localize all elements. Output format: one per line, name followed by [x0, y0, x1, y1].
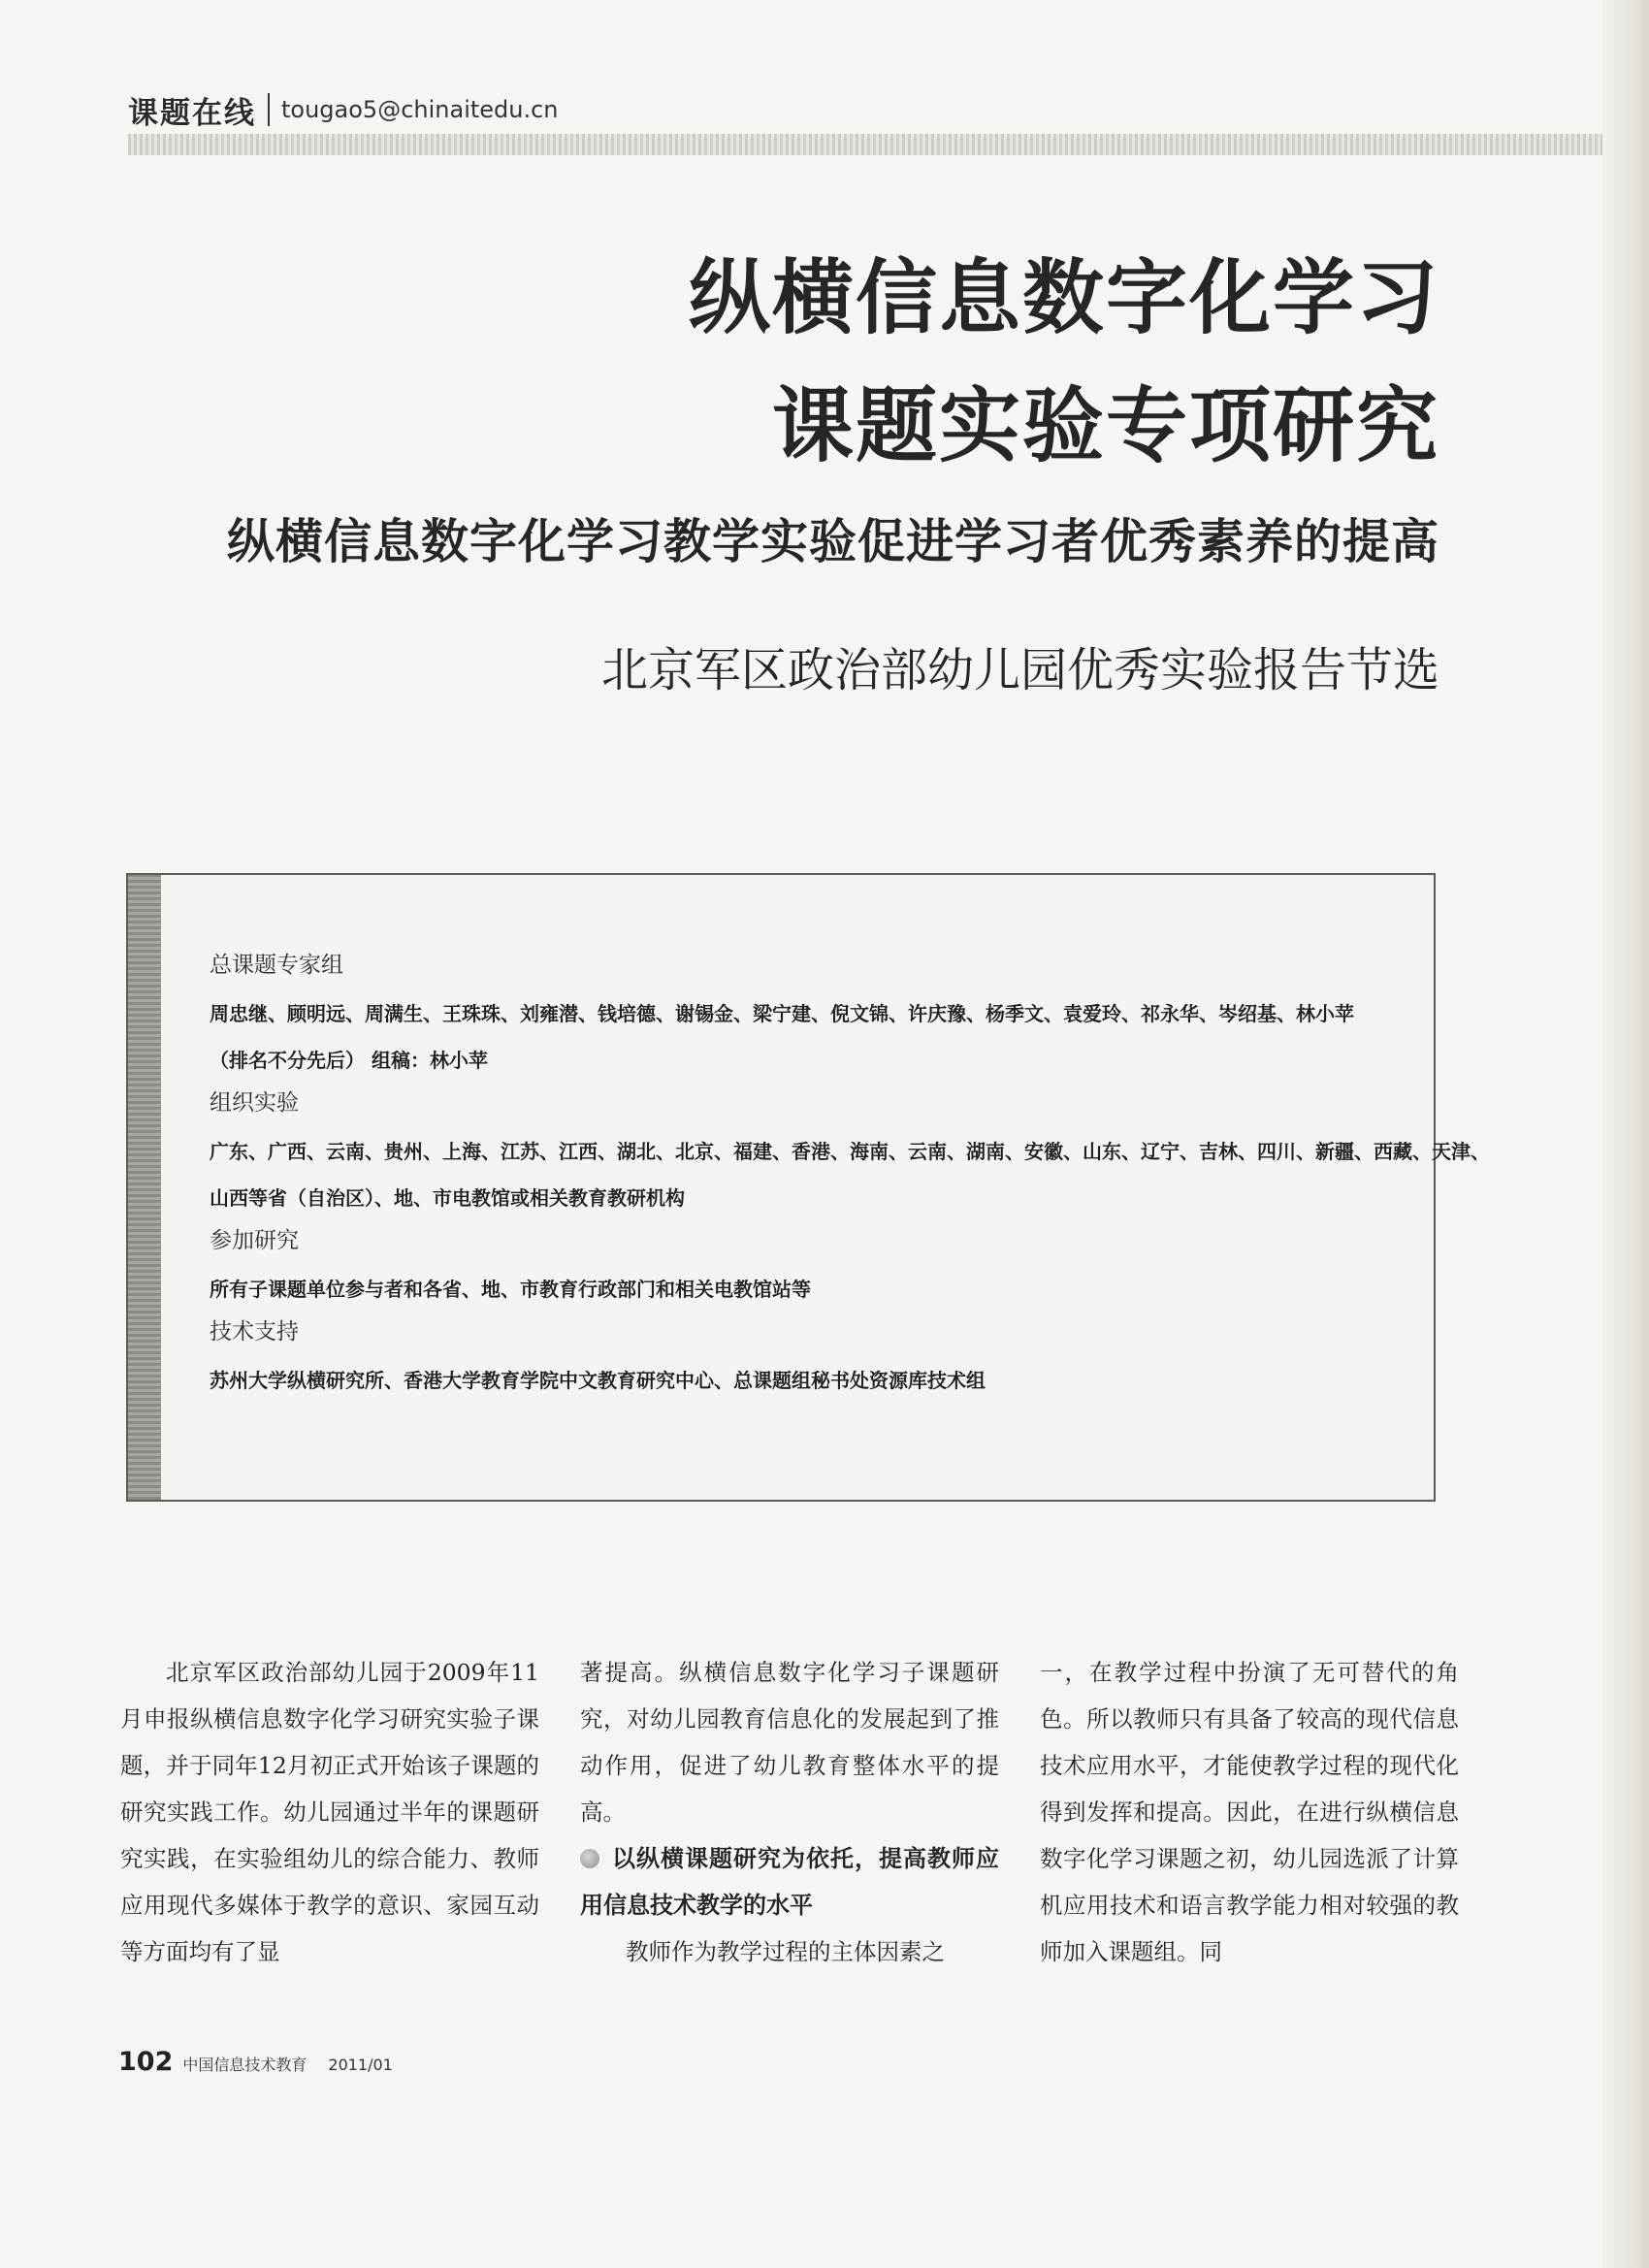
experts-label: 总课题专家组 — [210, 953, 343, 978]
subtitle: 纵横信息数字化学习教学实验促进学习者优秀素养的提高 — [226, 514, 1439, 569]
body-column-3 — [1040, 1649, 1459, 1975]
body-column-1 — [120, 1649, 539, 1975]
body-paragraph: 教师作为教学过程的主体因素之 — [626, 1938, 945, 1965]
tech-label: 技术支持 — [210, 1319, 299, 1345]
experts-note: （排名不分先后） 组稿：林小苹 — [210, 1049, 488, 1072]
section-heading-text: 以纵横课题研究为依托，提高教师应用信息技术教学的水平 — [580, 1845, 999, 1919]
bullet-icon — [580, 1849, 599, 1868]
section-divider — [268, 93, 270, 126]
header-bar — [128, 134, 1602, 155]
title-line-2: 课题实验专项研究 — [771, 378, 1439, 473]
experts-names: 周忠继、顾明远、周满生、王珠珠、刘雍潜、钱培德、谢锡金、梁宁建、倪文锦、许庆豫、杨季文、袁爱玲、祁永华、岑绍基、林小苹 — [210, 1002, 1354, 1025]
org-line-2: 山西等省（自治区）、地、市电教馆或相关教育教研机构 — [210, 1186, 685, 1210]
body-paragraph: 一，在教学过程中扮演了无可替代的角色。所以教师只有具备了较高的现代信息技术应用水平，才能使教学过程的现代化得到发挥和提高。因此，在进行纵横信息数字化学习课题之初，幼儿园选派了计算机应用技术和语言教学能力相对较强的教师加入课题组。同 — [1040, 1659, 1459, 1965]
page-edge — [1602, 0, 1649, 2268]
submission-email: tougao5@chinaitedu.cn — [281, 96, 559, 123]
title-line-1: 纵横信息数字化学习 — [688, 250, 1439, 345]
body-column-2 — [580, 1649, 999, 1975]
section-header — [128, 85, 559, 134]
org-line-1: 广东、广西、云南、贵州、上海、江苏、江西、湖北、北京、福建、香港、海南、云南、湖南、安徽、山东、辽宁、吉林、四川、新疆、西藏、天津、 — [210, 1140, 1490, 1163]
participate-text: 所有子课题单位参与者和各省、地、市教育行政部门和相关电教馆站等 — [210, 1278, 811, 1301]
research-info-box — [126, 873, 1490, 1502]
page-number: 102 — [118, 2047, 174, 2077]
body-paragraph: 北京军区政治部幼儿园于2009年11月申报纵横信息数字化学习研究实验子课题，并于同年12月初正式开始该子课题的研究实践工作。幼儿园通过半年的课题研究实践，在实验组幼儿的综合能力、教师应用现代多媒体于教学的意识、家园互动等方面均有了显 — [120, 1659, 539, 1965]
section-heading — [580, 1835, 999, 1928]
org-label: 组织实验 — [210, 1090, 299, 1116]
page-footer — [118, 2047, 393, 2077]
tech-text: 苏州大学纵横研究所、香港大学教育学院中文教育研究中心、总课题组秘书处资源库技术组 — [210, 1369, 986, 1392]
participate-label: 参加研究 — [210, 1228, 299, 1253]
section-name: 课题在线 — [128, 95, 256, 131]
byline: 北京军区政治部幼儿园优秀实验报告节选 — [600, 643, 1439, 697]
info-box-stripe — [128, 875, 161, 1500]
journal-name: 中国信息技术教育 — [182, 2056, 307, 2074]
body-paragraph: 著提高。纵横信息数字化学习子课题研究，对幼儿园教育信息化的发展起到了推动作用，促进了幼儿教育整体水平的提高。 — [580, 1659, 999, 1826]
issue-number: 2011/01 — [328, 2056, 393, 2074]
